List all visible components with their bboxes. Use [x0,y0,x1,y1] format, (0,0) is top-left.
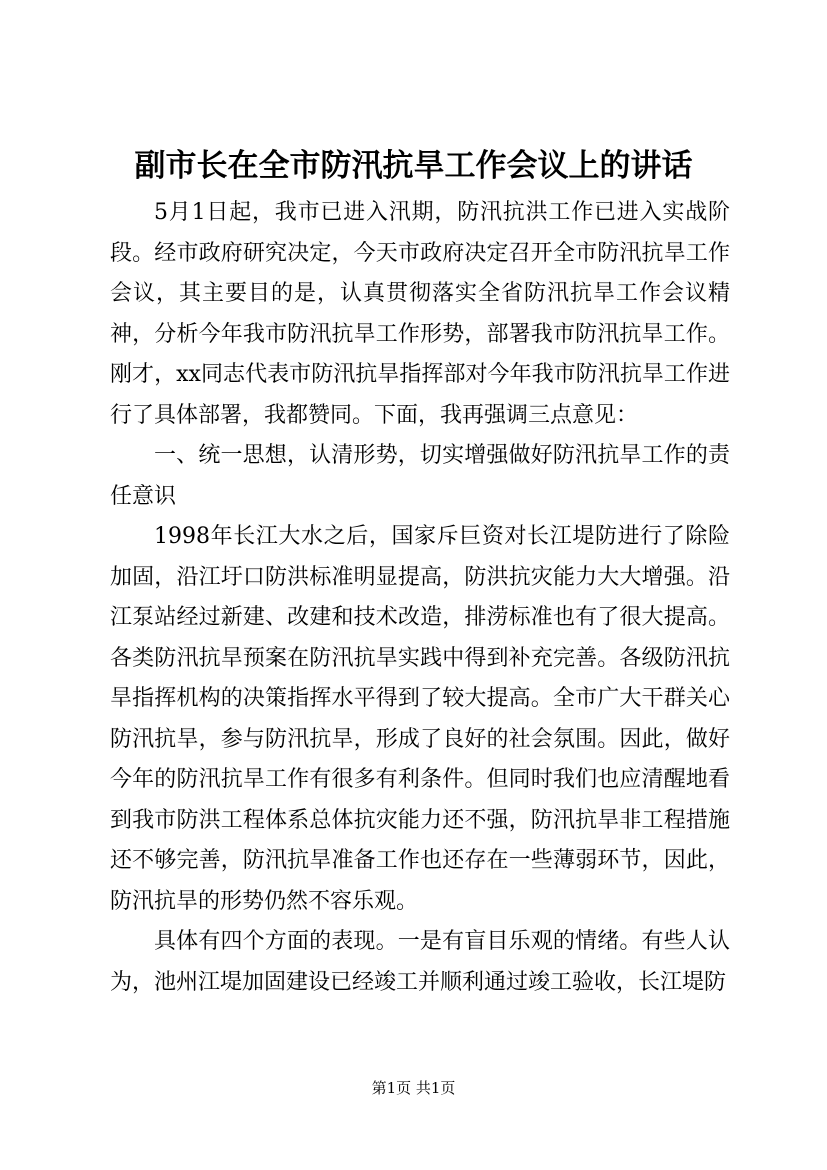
paragraph-heading-one: 一、统一思想，认清形势，切实增强做好防汛抗旱工作的责任意识 [110,443,730,509]
document-title: 副市长在全市防汛抗旱工作会议上的讲话 [134,148,693,184]
paragraph-four-aspects: 具体有四个方面的表现。一是有盲目乐观的情绪。有些人认为，池州江堤加固建设已经竣工并顺利通过竣工验收，长江堤防 [110,929,730,995]
paragraph-background: 1998年长江大水之后，国家斥巨资对长江堤防进行了除险加固，沿江圩口防洪标准明显提高，防洪抗灾能力大大增强。沿江泵站经过新建、改建和技术改造，排涝标准也有了很大提高。各类防汛抗旱预案在防汛抗旱实践中得到补充完善。各级防汛抗旱指挥机构的决策指挥水平得到了较大提高。全市广大干群关心防汛抗旱，参与防汛抗旱，形成了良好的社会氛围。因此，做好今年的防汛抗旱工作有很多有利条件。但同时我们也应清醒地看到我市防洪工程体系总体抗灾能力还不强，防汛抗旱非工程措施还不够完善，防汛抗旱准备工作也还存在一些薄弱环节，因此，防汛抗旱的形势仍然不容乐观。 [110,524,730,914]
document-body [110,193,730,1003]
paragraph-intro: 5月1日起，我市已进入汛期，防汛抗洪工作已进入实战阶段。经市政府研究决定，今天市政府决定召开全市防汛抗旱工作会议，其主要目的是，认真贯彻落实全省防汛抗旱工作会议精神，分析今年我市防汛抗旱工作形势，部署我市防汛抗旱工作。刚才，xx同志代表市防汛抗旱指挥部对今年我市防汛抗旱工作进行了具体部署，我都赞同。下面，我再强调三点意见： [110,200,730,428]
page-number-footer: 第1页 共1页 [371,1079,456,1097]
